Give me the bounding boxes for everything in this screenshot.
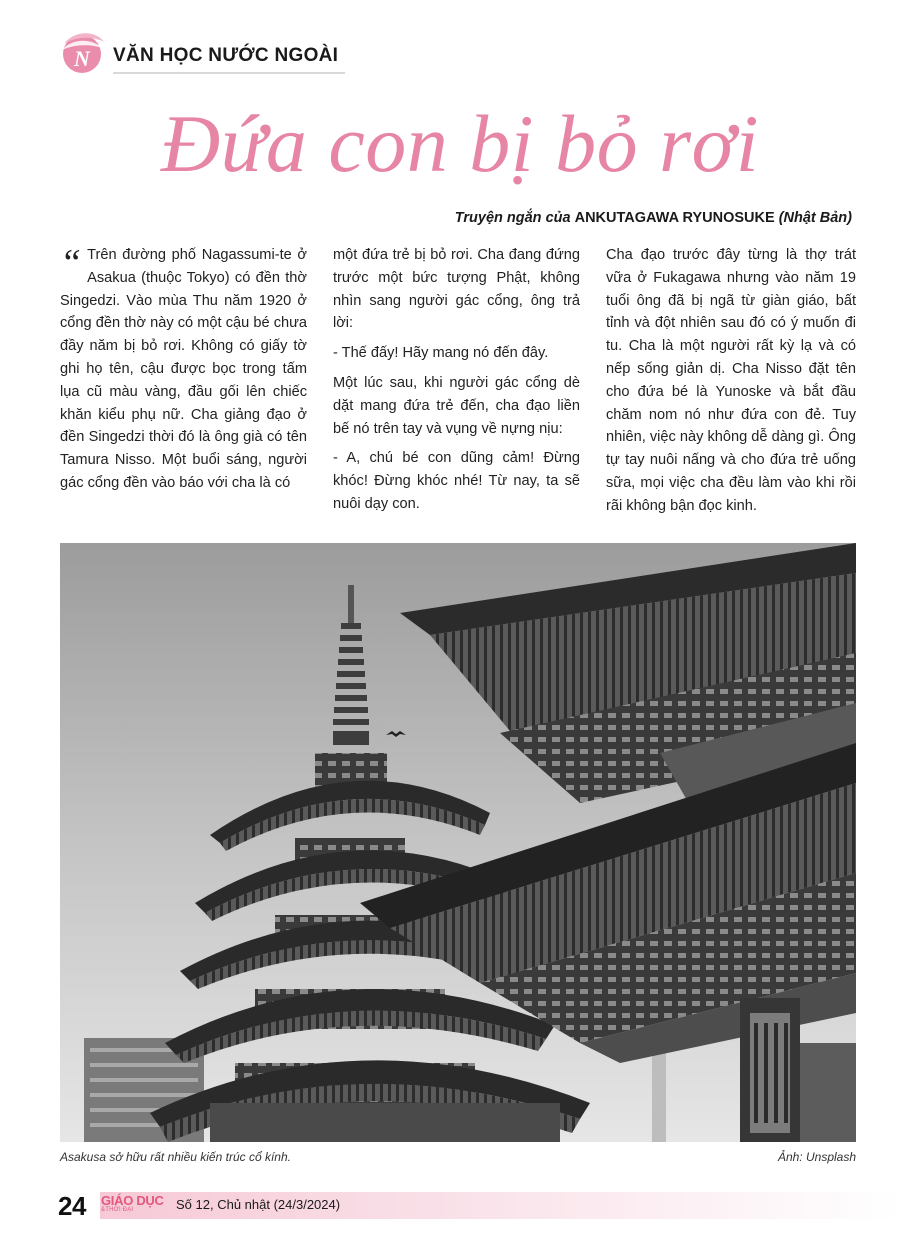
section-header xyxy=(58,28,358,78)
page-number: 24 xyxy=(58,1191,86,1221)
paragraph: - Thế đấy! Hãy mang nó đến đây. xyxy=(333,345,549,362)
byline-prefix: Truyện ngắn của xyxy=(454,210,571,226)
article-column-1 xyxy=(60,244,307,526)
paragraph: một đứa trẻ bị bỏ rơi. Cha đang đứng trước một bức tượng Phật, không nhìn sang người gác cổng, ông trả lời: xyxy=(333,247,580,332)
paragraph: Một lúc sau, khi người gác cổng dè dặt mang đứa trẻ đến, cha đạo liền bế nó trên tay và vụng về nựng nịu: xyxy=(333,374,580,437)
magazine-logo-icon xyxy=(58,28,106,76)
pagoda-illustration xyxy=(60,543,856,1142)
photo-caption: Asakusa sở hữu rất nhiều kiến trúc cổ kính. xyxy=(60,1150,291,1164)
issue-info: Số 12, Chủ nhật (24/3/2024) xyxy=(176,1197,341,1212)
byline xyxy=(455,210,852,226)
paragraph xyxy=(60,244,307,495)
section-divider xyxy=(113,72,345,74)
paragraph: - A, chú bé con dũng cảm! Đừng khóc! Đừng khóc nhé! Từ nay, ta sẽ nuôi dạy con. xyxy=(333,450,580,512)
paragraph-text: Trên đường phố Nagassumi-te ở Asakua (thuộc Tokyo) có đền thờ Singedzi. Vào mùa Thu năm 1920 ở cổng đền thờ này có một cậu bé chưa đầy năm bị bỏ rơi. Không có giấy tờ ghi họ tên, cậu được bọc trong tấm lụa cũ màu vàng, đầu gối lên chiếc khăn kiểu phụ nữ. Cha giảng đạo ở đền Singedzi thời đó là ông già có tên Tamura Nisso. Một buổi sáng, người gác cổng đền vào báo với cha là có xyxy=(60,247,307,491)
svg-text:N: N xyxy=(74,46,90,71)
publication-subtitle: &THỜI ĐẠI xyxy=(101,1207,134,1213)
pagoda-photo xyxy=(60,543,856,1142)
article-column-2 xyxy=(333,244,580,526)
photo-credit: Ảnh: Unsplash xyxy=(777,1150,856,1164)
article-title: Đứa con bị bỏ rơi xyxy=(160,98,760,189)
publication-name: GIÁO DỤC xyxy=(101,1193,164,1208)
byline-country: (Nhật Bản) xyxy=(778,210,852,226)
section-label: VĂN HỌC NƯỚC NGOÀI xyxy=(113,45,339,66)
paragraph: Cha đạo trước đây từng là thợ trát vữa ở Fukagawa nhưng vào năm 19 tuổi ông đã bị ngã từ giàn giáo, bất tỉnh và đột nhiên sau đó có ý muốn đi tu. Cha là một người rất kỳ lạ và có nếp sống giản dị. Cha Nisso đặt tên cho đứa bé là Yunoske và bắt đầu chăm nom nó như đứa con đẻ. Tuy nhiên, việc này không dễ dàng gì. Ông tự tay nuôi nấng và cho đứa trẻ uống sữa, mọi việc cha đều làm vào khi rồi rãi không bận đọc kinh. xyxy=(606,247,856,514)
article-column-3 xyxy=(606,244,856,526)
byline-author: ANKUTAGAWA RYUNOSUKE xyxy=(574,210,775,226)
opening-quote-mark: “ xyxy=(60,244,82,284)
